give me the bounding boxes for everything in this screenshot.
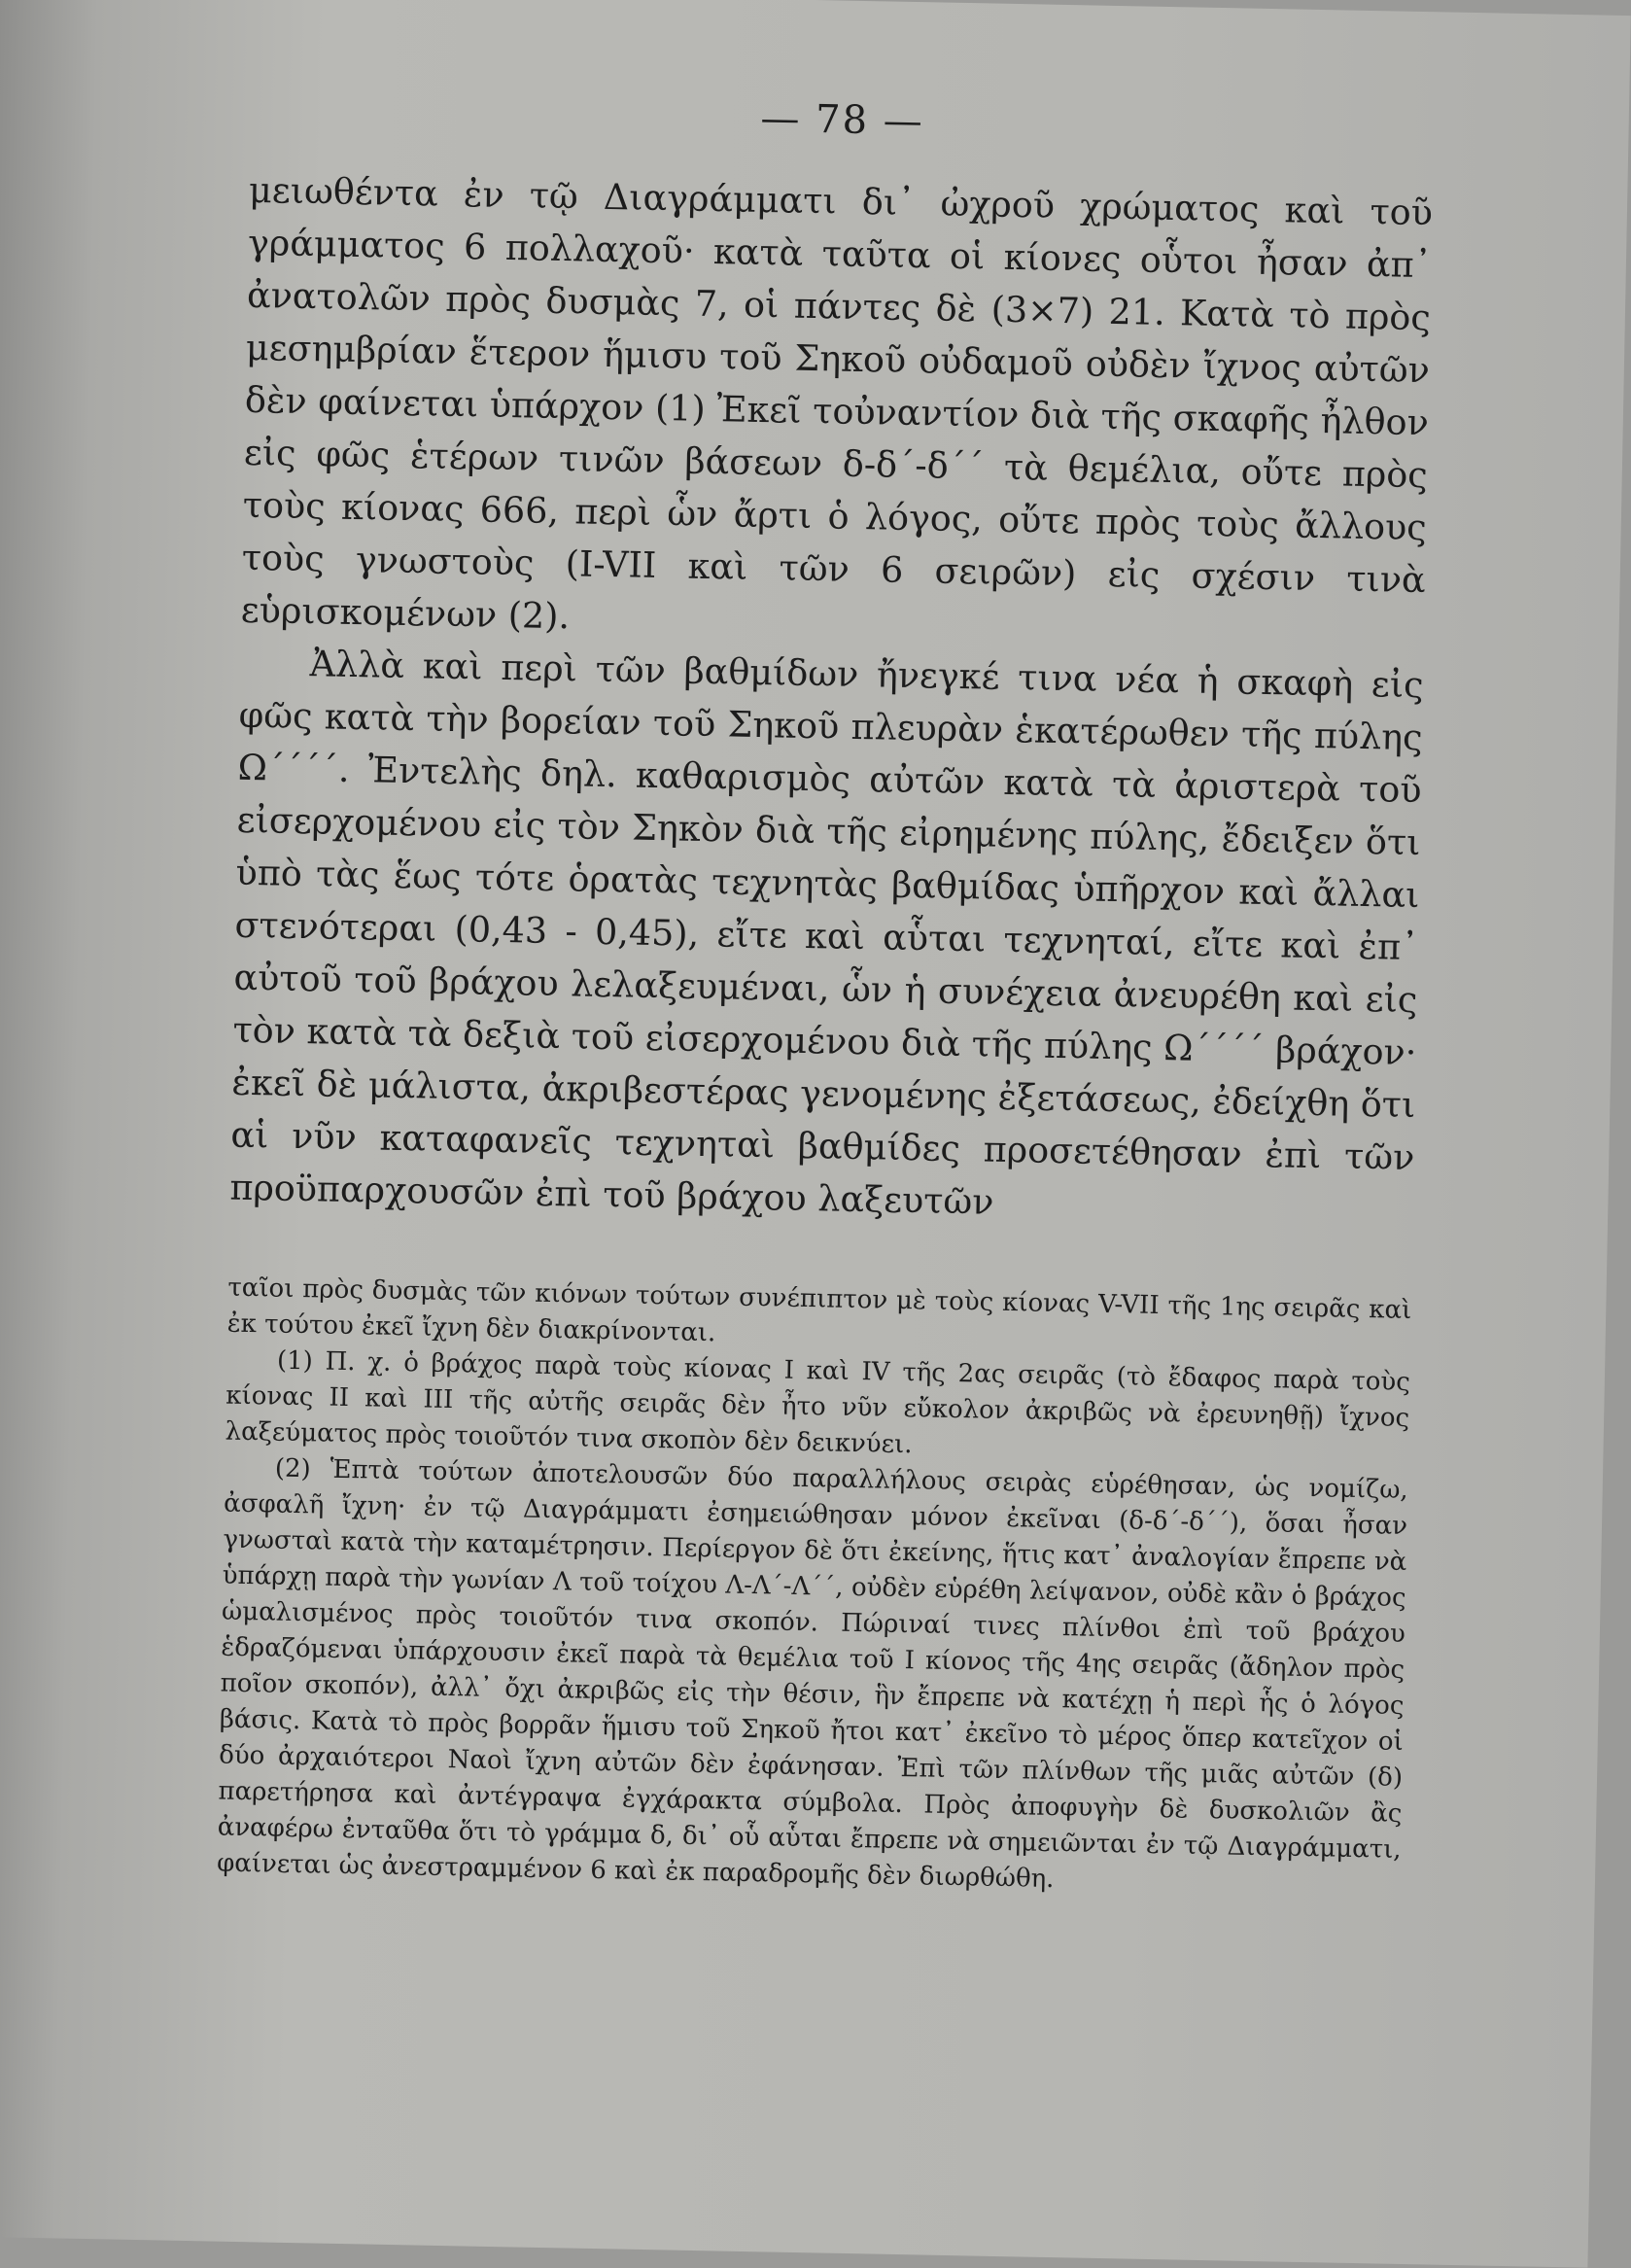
footnote-continuation: ταῖοι πρὸς δυσμὰς τῶν κιόνων τούτων συνέπιπτον μὲ τοὺς κίονας V-VII τῆς 1ης σειρᾶς καὶ ἐκ τούτου ἐκεῖ ἴχνη δὲν διακρίνονται.: [226, 1273, 1412, 1348]
paragraph-2: Ἀλλὰ καὶ περὶ τῶν βαθμίδων ἤνεγκέ τινα νέα ἡ σκαφὴ εἰς φῶς κατὰ τὴν βορείαν τοῦ Σηκοῦ πλευρὰν ἑκατέρωθεν τῆς πύλης Ω΄΄΄΄. Ἐντελὴς δηλ. καθαρισμὸς αὐτῶν κατὰ τὰ ἀριστερὰ τοῦ εἰσερχομένου εἰς τὸν Σηκὸν διὰ τῆς εἰρημένης πύλης, ἔδειξεν ὅτι ὑπὸ τὰς ἕως τότε ὁρατὰς τεχνητὰς βαθμίδας ὑπῆρχον καὶ ἄλλαι στενότεραι (0,43 - 0,45), εἴτε καὶ αὗται τεχνηταί, εἴτε καὶ ἐπ᾽ αὐτοῦ τοῦ βράχου λελαξευμέναι, ὧν ἡ συνέχεια ἀνευρέθη καὶ εἰς τὸν κατὰ τὰ δεξιὰ τοῦ εἰσερχομένου διὰ τῆς πύλης Ω΄΄΄΄ βράχον· ἐκεῖ δὲ μάλιστα, ἀκριβεστέρας γενομένης ἐξετάσεως, ἐδείχθη ὅτι αἱ νῦν καταφανεῖς τεχνηταὶ βαθμίδες προσετέθησαν ἐπὶ τῶν προϋπαρχουσῶν ἐπὶ τοῦ βράχου λαξευτῶν: [229, 643, 1425, 1223]
paragraph-1: μειωθέντα ἐν τῷ Διαγράμματι δι᾽ ὠχροῦ χρώματος καὶ τοῦ γράμματος 6 πολλαχοῦ· κατὰ ταῦτα οἱ κίονες οὗτοι ἦσαν ἀπ᾽ ἀνατολῶν πρὸς δυσμὰς 7, οἱ πάντες δὲ (3×7) 21. Κατὰ τὸ πρὸς μεσημβρίαν ἕτερον ἥμισυ τοῦ Σηκοῦ οὐδαμοῦ οὐδὲν ἴχνος αὐτῶν δὲν φαίνεται ὑπάρχον (1) Ἐκεῖ τοὐναντίον διὰ τῆς σκαφῆς ἦλθον εἰς φῶς ἑτέρων τινῶν βάσεων δ-δ΄-δ΄΄ τὰ θεμέλια, οὔτε πρὸς τοὺς κίονας 666, περὶ ὧν ἄρτι ὁ λόγος, οὔτε πρὸς τοὺς ἄλλους τοὺς γνωστοὺς (I-VII καὶ τῶν 6 σειρῶν) εἰς σχέσιν τινὰ εὑρισκομένων (2).: [240, 168, 1434, 638]
page-number: — 78 —: [760, 95, 925, 145]
footnotes: [217, 1271, 1412, 1904]
footnote-2: (2) Ἑπτὰ τούτων ἀποτελουσῶν δύο παραλλήλους σειρὰς εὑρέθησαν, ὡς νομίζω, ἀσφαλῆ ἴχνη· ἐν τῷ Διαγράμματι ἐσημειώθησαν μόνον ἐκεῖναι (δ-δ΄-δ΄΄), ὅσαι ἦσαν γνωσταὶ κατὰ τὴν καταμέτρησιν. Περίεργον δὲ ὅτι ἐκείνης, ἥτις κατ᾽ ἀναλογίαν ἔπρεπε νὰ ὑπάρχῃ παρὰ τὴν γωνίαν Λ τοῦ τοίχου Λ-Λ΄-Λ΄΄, οὐδὲν εὑρέθη λείψανον, οὐδὲ κἂν ὁ βράχος ὡμαλισμένος πρὸς τοιοῦτόν τινα σκοπόν. Πώριναί τινες πλίνθοι ἐπὶ τοῦ βράχου ἑδραζόμεναι ὑπάρχουσιν ἐκεῖ παρὰ τὰ θεμέλια τοῦ I κίονος τῆς 4ης σειρᾶς (ἄδηλον πρὸς ποῖον σκοπόν), ἀλλ᾽ ὄχι ἀκριβῶς εἰς τὴν θέσιν, ἣν ἔπρεπε νὰ κατέχῃ ἡ περὶ ἧς ὁ λόγος βάσις. Κατὰ τὸ πρὸς βορρᾶν ἥμισυ τοῦ Σηκοῦ ἤτοι κατ᾽ ἐκεῖνο τὸ μέρος ὅπερ κατεῖχον οἱ δύο ἀρχαιότεροι Ναοὶ ἴχνη αὐτῶν δὲν ἐφάνησαν. Ἐπὶ τῶν πλίνθων τῆς μιᾶς αὐτῶν (δ) παρετήρησα καὶ ἀντέγραψα ἐγχάρακτα σύμβολα. Πρὸς ἀποφυγὴν δὲ δυσκολιῶν ἂς ἀναφέρω ἐνταῦθα ὅτι τὸ γράμμα δ, δι᾽ οὗ αὗται ἔπρεπε νὰ σημειῶνται ἐν τῷ Διαγράμματι, φαίνεται ὡς ἀνεστραμμένον 6 καὶ ἐκ παραδρομῆς δὲν διωρθώθη.: [216, 1453, 1408, 1895]
main-text: [229, 164, 1434, 1237]
footnote-1: (1) Π. χ. ὁ βράχος παρὰ τοὺς κίονας I καὶ IV τῆς 2ας σειρᾶς (τὸ ἔδαφος παρὰ τοὺς κίονας II καὶ III τῆς αὐτῆς σειρᾶς δὲν ἦτο νῦν εὔκολον ἀκριβῶς νὰ ἐρευνηθῇ) ἴχνος λαξεύματος πρὸς τοιοῦτόν τινα σκοπὸν δὲν δεικνύει.: [225, 1345, 1411, 1460]
